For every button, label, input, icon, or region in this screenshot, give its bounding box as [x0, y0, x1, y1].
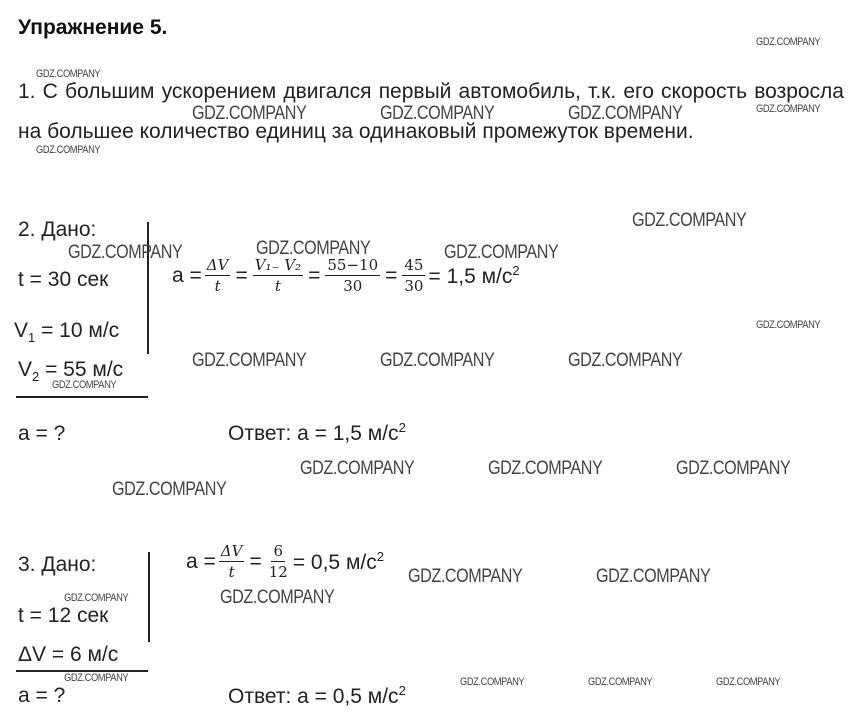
- watermark: GDZ.COMPANY: [756, 36, 821, 48]
- watermark: GDZ.COMPANY: [192, 103, 307, 124]
- watermark: GDZ.COMPANY: [568, 350, 683, 371]
- ex2-formula: a = $\frac{\Delta V}{t}$ = $\frac{\text{V₁₋ V₂}}{t}$ = $\frac{55-10}{30}$ = $\frac{45}{30}$ = 1,5 $м/с^2$: [172, 256, 520, 295]
- watermark: GDZ.COMPANY: [588, 676, 653, 688]
- watermark: GDZ.COMPANY: [52, 379, 117, 391]
- ex2-fraction-result: $\frac{45}{30}$: [404, 256, 424, 295]
- watermark: GDZ.COMPANY: [568, 103, 683, 124]
- ex2-result: = 1,5 $м/с^2$: [428, 262, 520, 288]
- watermark: GDZ.COMPANY: [756, 103, 821, 115]
- ex2-fraction-dv-t: $\frac{\Delta V}{t}$: [206, 256, 229, 295]
- ex3-answer: Ответ: a = 0,5 $м/с^2$: [228, 683, 406, 708]
- ex2-given-label: 2. Дано:: [18, 218, 97, 241]
- watermark: GDZ.COMPANY: [220, 587, 335, 608]
- watermark: GDZ.COMPANY: [256, 238, 371, 259]
- ex2-answer: Ответ: a = 1,5 $м/с^2$: [228, 420, 406, 445]
- ex2-given-v2: $V_2 = 55$ м/с: [18, 358, 124, 385]
- watermark: GDZ.COMPANY: [36, 144, 101, 156]
- watermark: GDZ.COMPANY: [408, 566, 523, 587]
- ex3-given-time: t = 12 сек: [18, 604, 109, 627]
- ex2-given-v1: $V_1 = 10$ м/с: [14, 319, 120, 346]
- ex3-formula-a: a =: [186, 549, 216, 573]
- ex3-given-label: 3. Дано:: [18, 553, 97, 576]
- ex2-find: a = ?: [18, 422, 66, 445]
- ex2-given-underline: [16, 396, 148, 398]
- ex2-formula-a: a =: [172, 263, 202, 287]
- watermark: GDZ.COMPANY: [300, 458, 415, 479]
- watermark: GDZ.COMPANY: [192, 350, 307, 371]
- watermark: GDZ.COMPANY: [36, 68, 101, 80]
- watermark: GDZ.COMPANY: [64, 672, 129, 684]
- ex3-given-dv: ΔV = 6 м/с: [18, 643, 119, 666]
- watermark: GDZ.COMPANY: [380, 350, 495, 371]
- exercise-1-text: 1. С большим ускорением двигался первый автомобиль, т.к. его скорость возросла на большее количество единиц за одинаковый промежуток времени.: [18, 80, 844, 143]
- ex3-fraction-numbers: $\frac{6}{12}$: [268, 542, 288, 581]
- ex3-find: a = ?: [18, 684, 66, 707]
- watermark: GDZ.COMPANY: [112, 479, 227, 500]
- watermark: GDZ.COMPANY: [632, 210, 747, 231]
- watermark: GDZ.COMPANY: [64, 592, 129, 604]
- ex3-fraction-dv-t: $\frac{\Delta V}{t}$: [220, 542, 243, 581]
- ex2-fraction-numbers: $\frac{55-10}{30}$: [327, 256, 379, 295]
- watermark: GDZ.COMPANY: [676, 458, 791, 479]
- watermark: GDZ.COMPANY: [596, 566, 711, 587]
- ex2-given-time: t = 30 сек: [18, 268, 109, 291]
- ex2-fraction-v-t: $\frac{\text{V₁₋ V₂}}{t}$: [254, 256, 302, 295]
- watermark: GDZ.COMPANY: [716, 676, 781, 688]
- watermark: GDZ.COMPANY: [380, 103, 495, 124]
- watermark: GDZ.COMPANY: [444, 242, 559, 263]
- ex3-result: = 0,5 $м/с^2$: [292, 548, 384, 574]
- ex3-given-divider: [148, 552, 150, 642]
- watermark: GDZ.COMPANY: [488, 458, 603, 479]
- watermark: GDZ.COMPANY: [756, 319, 821, 331]
- exercise-title: Упражнение 5.: [18, 16, 168, 39]
- ex3-formula: a = $\frac{\Delta V}{t}$ = $\frac{6}{12}$ = 0,5 $м/с^2$: [186, 542, 384, 581]
- watermark: GDZ.COMPANY: [68, 242, 183, 263]
- watermark: GDZ.COMPANY: [460, 676, 525, 688]
